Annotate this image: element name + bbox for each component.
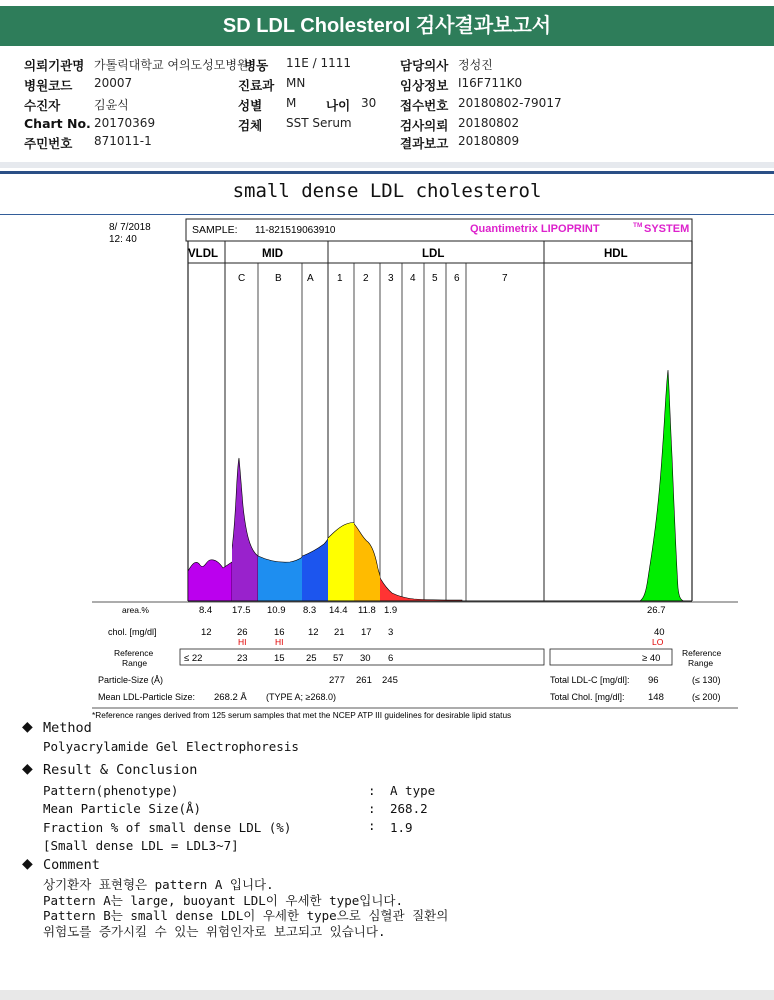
comment-line: 상기환자 표현형은 pattern A 입니다. xyxy=(43,877,274,892)
flag-b: HI xyxy=(275,637,284,647)
total-chol-range: (≤ 200) xyxy=(692,692,721,702)
chol-ldl1: 21 xyxy=(334,627,345,638)
ward-value: 11E / 1111 xyxy=(286,56,352,70)
total-ldl-label: Total LDL-C [mg/dl]: xyxy=(550,675,630,685)
dept-value: MN xyxy=(286,76,306,90)
ref-c: 23 xyxy=(237,653,248,664)
ward-label: 병동 xyxy=(244,58,269,73)
divider xyxy=(0,162,774,168)
chol-c: 26 xyxy=(237,627,248,638)
footnote: *Reference ranges derived from 125 serum samples that met the NCEP ATP III guidelines for desirable lipid status xyxy=(92,710,512,720)
sub-band-7: 7 xyxy=(502,273,508,284)
result-heading: Result & Conclusion xyxy=(43,762,198,778)
mean-particle-type: (TYPE A; ≥268.0) xyxy=(266,692,336,702)
particle-size-1: 277 xyxy=(329,675,345,686)
brand-system: SYSTEM xyxy=(644,223,690,235)
lipoprint-report xyxy=(92,216,738,720)
report-date: 8/ 7/2018 xyxy=(109,222,151,233)
chol-a: 12 xyxy=(308,627,319,638)
sub-band-5: 5 xyxy=(432,273,438,284)
report-time: 12: 40 xyxy=(109,234,137,245)
sex-value: M xyxy=(286,96,297,110)
report-date-label: 결과보고 xyxy=(400,136,449,151)
result-value-pattern: A type xyxy=(390,783,436,798)
area-c: 17.5 xyxy=(232,605,251,616)
flag-hdl: LO xyxy=(652,637,664,647)
total-ldl-value: 96 xyxy=(648,675,659,686)
trace-hdl xyxy=(640,370,684,601)
method-heading: Method xyxy=(43,720,92,736)
doctor-label: 담당의사 xyxy=(400,58,449,73)
sub-band-c: C xyxy=(238,273,246,284)
area-ldl1: 14.4 xyxy=(329,605,348,616)
ref-ldl1: 57 xyxy=(333,653,344,664)
sub-band-b: B xyxy=(275,273,282,284)
result-sep: : xyxy=(368,783,376,798)
chol-b: 16 xyxy=(274,627,285,638)
chol-vldl: 12 xyxy=(201,627,212,638)
divider xyxy=(0,171,774,174)
result-label-pattern: Pattern(phenotype) xyxy=(43,783,179,798)
area-ldl3: 1.9 xyxy=(384,605,398,616)
brand-tm: TM xyxy=(633,222,643,229)
total-ldl-range: (≤ 130) xyxy=(692,675,721,685)
receipt-label: 접수번호 xyxy=(400,98,449,113)
hospital-value: 가톨릭대학교 여의도성모병원 xyxy=(94,58,249,72)
flag-c: HI xyxy=(238,637,247,647)
sub-band-3: 3 xyxy=(388,273,394,284)
area-ldl2: 11.8 xyxy=(358,605,376,616)
specimen-value: SST Serum xyxy=(286,116,352,130)
patient-label: 수진자 xyxy=(24,98,61,113)
sub-band-2: 2 xyxy=(363,273,369,284)
chol-ldl3: 3 xyxy=(388,627,394,638)
id-value: 871011-1 xyxy=(94,134,152,148)
ref-label-right-2: Range xyxy=(688,658,714,668)
divider xyxy=(0,214,774,215)
comment-line: 위험도를 증가시킬 수 있는 위험인자로 보고되고 있습니다. xyxy=(43,924,386,939)
total-chol-value: 148 xyxy=(648,692,664,703)
trace-ldl-2 xyxy=(352,522,382,601)
report-title: SD LDL Cholesterol 검사결과보고서 xyxy=(0,6,774,46)
particle-size-label: Particle-Size (Å) xyxy=(98,675,164,685)
result-label-size: Mean Particle Size(Å) xyxy=(43,801,202,816)
sample-label: SAMPLE: xyxy=(192,224,238,236)
specimen-label: 검체 xyxy=(238,118,263,133)
receipt-value: 20180802-79017 xyxy=(458,96,562,110)
diamond-bullet-icon: ◆ xyxy=(22,719,33,735)
sample-id: 11-821519063910 xyxy=(255,225,336,236)
ref-ldl2: 30 xyxy=(360,653,371,664)
clinical-value: I16F711K0 xyxy=(458,76,523,90)
chol-label: chol. [mg/dl] xyxy=(108,627,157,637)
brand-name: Quantimetrix LIPOPRINT xyxy=(470,223,600,235)
particle-size-3: 245 xyxy=(382,675,398,686)
code-label: 병원코드 xyxy=(24,78,73,93)
result-sep: : xyxy=(368,801,376,816)
chol-hdl: 40 xyxy=(654,627,665,638)
band-label-vldl: VLDL xyxy=(188,248,219,260)
trace-ldl-3 xyxy=(378,574,462,601)
result-label-fraction: Fraction % of small dense LDL (%) xyxy=(43,820,292,835)
patient-value: 김윤식 xyxy=(94,98,129,112)
report-date-value: 20180809 xyxy=(458,134,520,148)
ref-label-right-1: Reference xyxy=(682,648,722,658)
area-a: 8.3 xyxy=(303,605,317,616)
sub-band-a: A xyxy=(307,273,314,284)
area-hdl: 26.7 xyxy=(647,605,666,616)
chart-value: 20170369 xyxy=(94,116,156,130)
diamond-bullet-icon: ◆ xyxy=(22,761,33,777)
trace-mid-a xyxy=(300,536,330,601)
sub-band-1: 1 xyxy=(337,273,343,284)
chol-ldl2: 17 xyxy=(361,627,372,638)
comment-line: Pattern B는 small dense LDL이 우세한 type으로 심혈관 질환의 xyxy=(43,908,449,923)
lipoprint-chart xyxy=(92,216,738,720)
ref-b: 15 xyxy=(274,653,285,664)
page-footer xyxy=(0,990,774,1000)
comment-line: Pattern A는 large, buoyant LDL이 우세한 type입니다. xyxy=(43,893,403,908)
result-sep: : xyxy=(368,818,376,833)
hospital-label: 의뢰기관명 xyxy=(24,58,85,73)
chart-label: Chart No. xyxy=(24,116,91,131)
ref-vldl: ≤ 22 xyxy=(184,653,203,664)
band-label-hdl: HDL xyxy=(604,248,628,260)
trace-ldl-1 xyxy=(326,523,356,601)
clinical-label: 임상정보 xyxy=(400,78,449,93)
area-label: area.% xyxy=(122,605,149,615)
total-chol-label: Total Chol. [mg/dl]: xyxy=(550,692,625,702)
ref-label-1: Reference xyxy=(114,648,154,658)
trace-mid-c xyxy=(228,458,258,601)
band-label-ldl: LDL xyxy=(422,248,445,260)
sub-band-6: 6 xyxy=(454,273,460,284)
request-value: 20180802 xyxy=(458,116,520,130)
sex-label: 성별 xyxy=(238,98,263,113)
ref-hdl: ≥ 40 xyxy=(642,653,661,664)
diamond-bullet-icon: ◆ xyxy=(22,856,33,872)
trace-mid-b xyxy=(256,555,304,601)
id-label: 주민번호 xyxy=(24,136,73,151)
particle-size-2: 261 xyxy=(356,675,372,686)
area-b: 10.9 xyxy=(267,605,286,616)
ref-label-2: Range xyxy=(122,658,148,668)
comment-heading: Comment xyxy=(43,857,100,873)
doctor-value: 정성진 xyxy=(458,58,493,72)
age-value: 30 xyxy=(361,96,377,110)
result-value-size: 268.2 xyxy=(390,801,428,816)
mean-particle-label: Mean LDL-Particle Size: xyxy=(98,692,196,702)
ref-ldl3: 6 xyxy=(388,653,394,664)
dept-label: 진료과 xyxy=(238,78,275,93)
code-value: 20007 xyxy=(94,76,133,90)
request-label: 검사의뢰 xyxy=(400,118,449,133)
ref-a: 25 xyxy=(306,653,317,664)
section-title: small dense LDL cholesterol xyxy=(232,180,542,202)
sub-band-4: 4 xyxy=(410,273,416,284)
patient-info xyxy=(0,50,774,160)
method-text: Polyacrylamide Gel Electrophoresis xyxy=(43,739,299,754)
result-note: [Small dense LDL = LDL3~7] xyxy=(43,838,239,853)
result-value-fraction: 1.9 xyxy=(390,820,413,835)
mean-particle-value: 268.2 Å xyxy=(214,692,247,703)
area-vldl: 8.4 xyxy=(199,605,213,616)
age-label: 나이 xyxy=(326,98,351,113)
band-label-mid: MID xyxy=(262,248,284,260)
